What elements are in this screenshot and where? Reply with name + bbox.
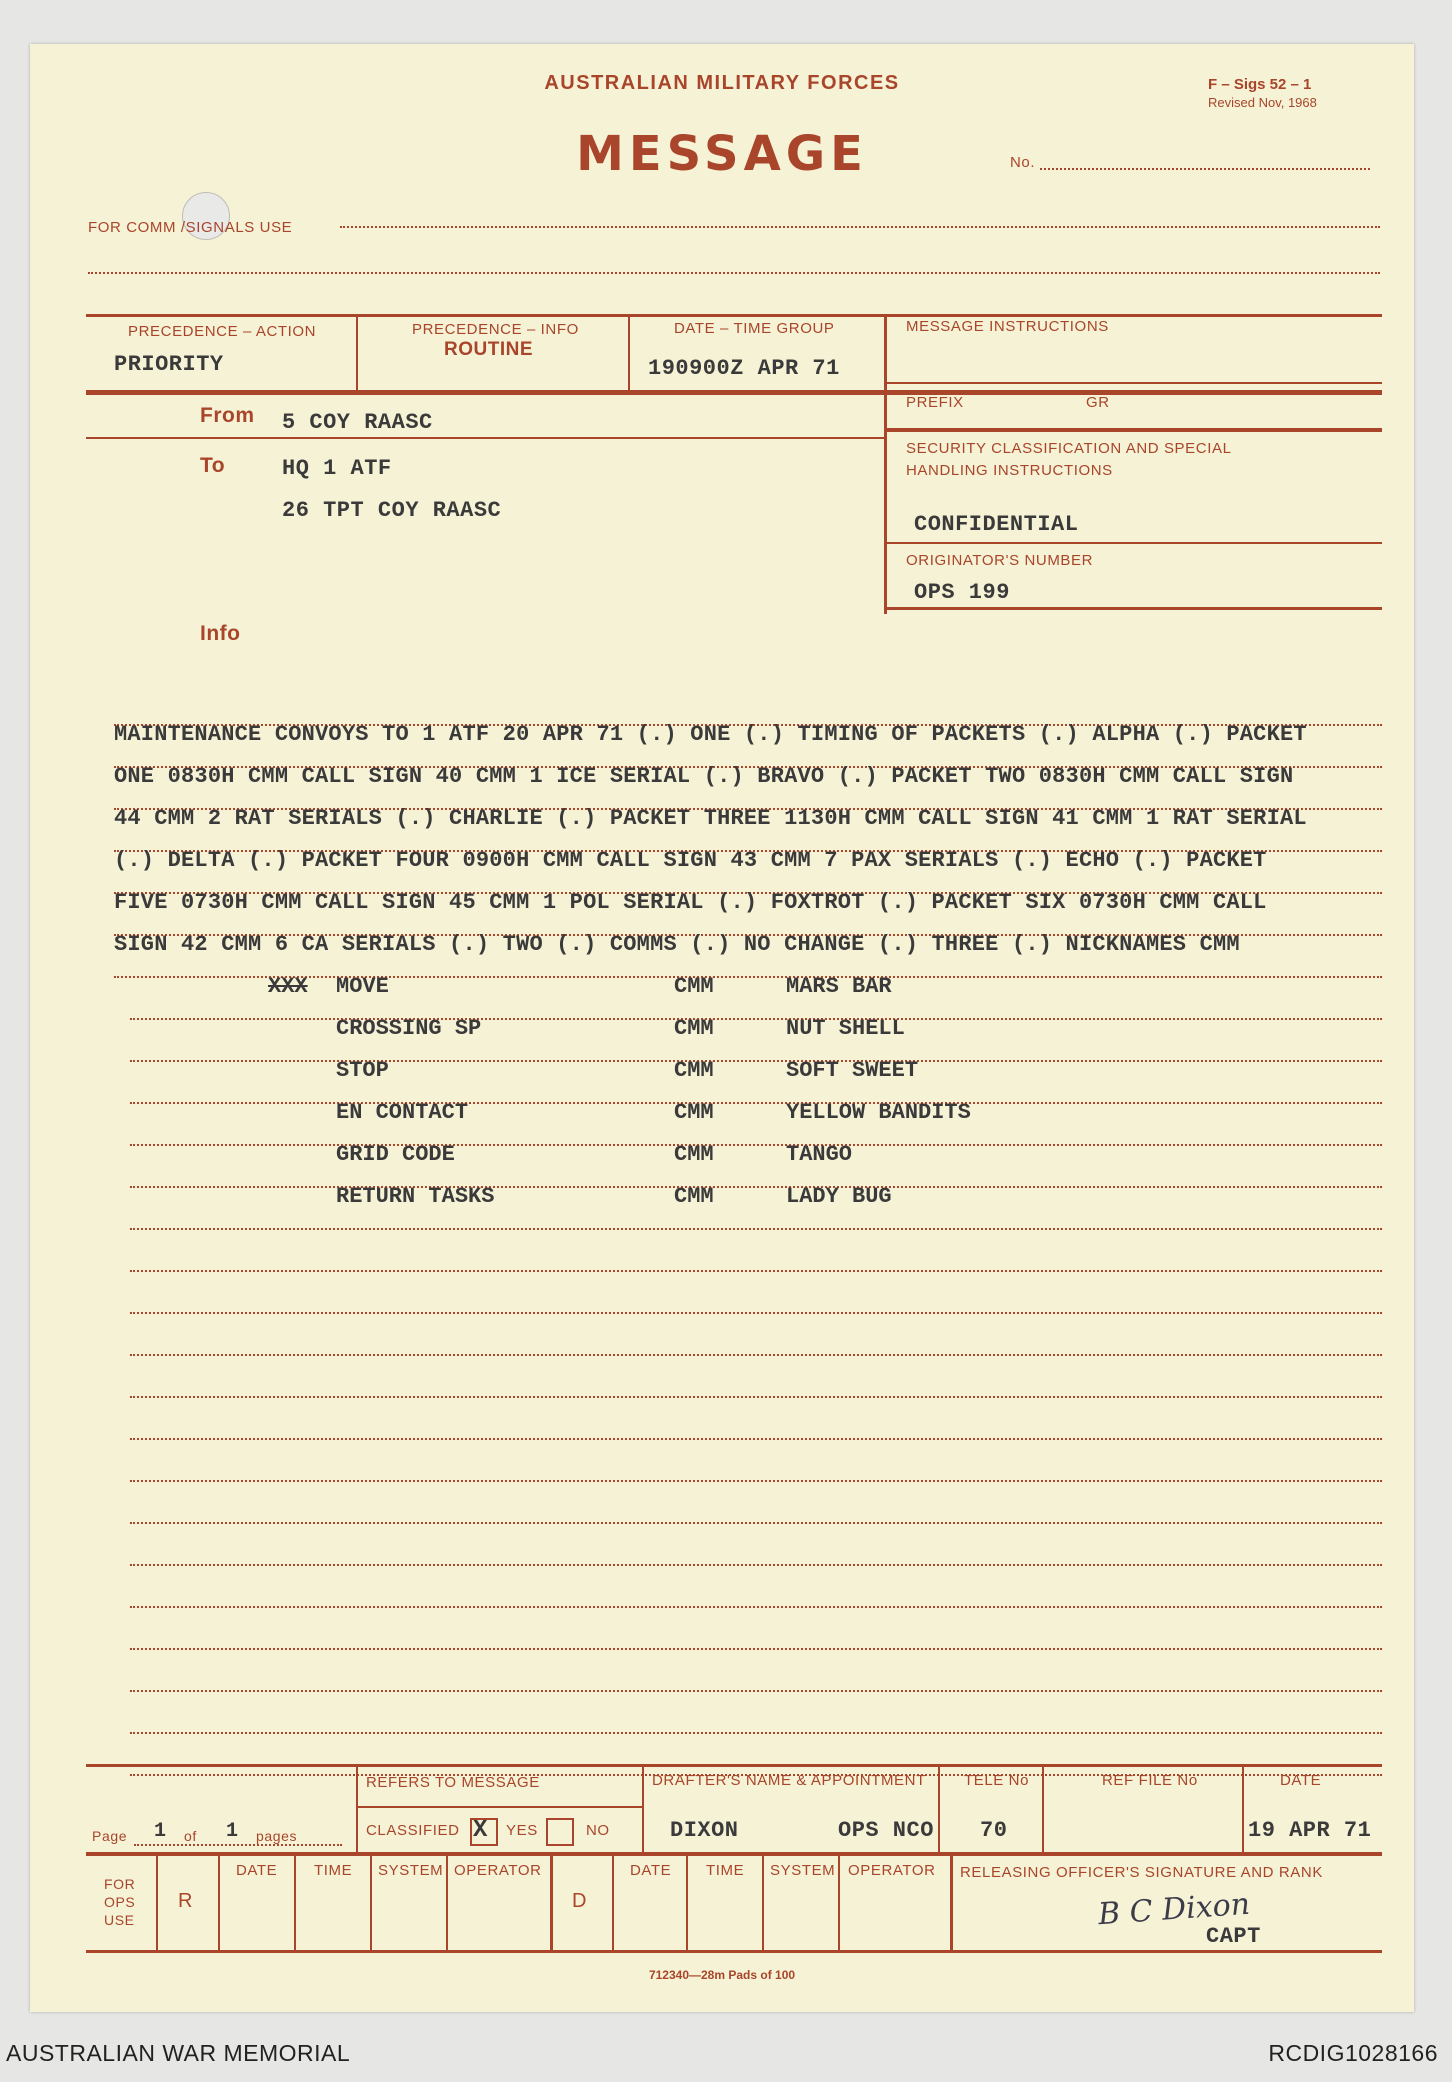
ruled-line [130, 1606, 1382, 1608]
nickname-separator: CMM [674, 1184, 714, 1209]
dtg-value: 190900Z APR 71 [648, 356, 840, 381]
dtg-label: DATE – TIME GROUP [674, 320, 835, 337]
page-number: 1 [154, 1820, 167, 1843]
grid-line [1242, 1766, 1244, 1854]
precedence-info-value: ROUTINE [444, 339, 533, 360]
grid-line [294, 1854, 296, 1952]
nickname-value: SOFT SWEET [786, 1058, 919, 1083]
ruled-line [130, 1732, 1382, 1734]
ruled-line [130, 1396, 1382, 1398]
drafter-label: DRAFTER'S NAME & APPOINTMENT [652, 1772, 926, 1789]
ruled-line [130, 1480, 1382, 1482]
print-code-text: 712340—28m Pads of 100 [648, 1968, 796, 1982]
d-label: D [572, 1890, 588, 1912]
form-header [30, 72, 1414, 95]
comm-line-2 [88, 272, 1380, 274]
grid-line [86, 437, 886, 439]
drafter-name: DIXON [670, 1818, 739, 1843]
grid-line [86, 1852, 1382, 1856]
grid-line [86, 314, 1382, 317]
print-code [30, 1968, 1414, 1982]
message-body-line: SIGN 42 CMM 6 CA SERIALS (.) TWO (.) COMMS (.) NO CHANGE (.) THREE (.) NICKNAMES CMM [114, 932, 1240, 957]
message-no-label: No. [1010, 154, 1036, 171]
nickname-separator: CMM [674, 1142, 714, 1167]
nickname-term: CROSSING SP [336, 1016, 482, 1041]
col-system-label: SYSTEM [378, 1862, 444, 1879]
nickname-value: LADY BUG [786, 1184, 892, 1209]
ruled-line [130, 1228, 1382, 1230]
message-body-line: (.) DELTA (.) PACKET FOUR 0900H CMM CALL SIGN 43 CMM 7 PAX SERIALS (.) ECHO (.) PACKET [114, 848, 1267, 873]
form-revised: Revised Nov, 1968 [1208, 95, 1317, 110]
grid-line [612, 1854, 614, 1952]
col-operator-label: OPERATOR [454, 1862, 542, 1879]
grid-line [1042, 1766, 1044, 1854]
grid-line [642, 1766, 644, 1854]
form-title [30, 126, 1414, 182]
message-body-line: FIVE 0730H CMM CALL SIGN 45 CMM 1 POL SERIAL (.) FOXTROT (.) PACKET SIX 0730H CMM CALL [114, 890, 1267, 915]
message-no-field [1040, 168, 1370, 170]
grid-line [686, 1854, 688, 1952]
nickname-value: MARS BAR [786, 974, 892, 999]
ruled-line [130, 1354, 1382, 1356]
nickname-separator: CMM [674, 1058, 714, 1083]
message-instructions-label: MESSAGE INSTRUCTIONS [906, 318, 1109, 335]
footer-left: AUSTRALIAN WAR MEMORIAL [6, 2040, 351, 2066]
tele-value: 70 [980, 1818, 1008, 1843]
to-line-1: HQ 1 ATF [282, 456, 392, 481]
message-body-line: ONE 0830H CMM CALL SIGN 40 CMM 1 ICE SERIAL (.) BRAVO (.) PACKET TWO 0830H CMM CALL SIGN [114, 764, 1294, 789]
originator-label: ORIGINATOR'S NUMBER [906, 552, 1094, 569]
precedence-action-value: PRIORITY [114, 352, 224, 377]
col-operator-label: OPERATOR [848, 1862, 936, 1879]
ruled-line [130, 1438, 1382, 1440]
ref-file-label: REF FILE No [1102, 1772, 1198, 1789]
col-date-label: DATE [630, 1862, 672, 1879]
grid-line [156, 1854, 158, 1952]
message-form-sheet [30, 44, 1414, 2012]
ruled-line [130, 1690, 1382, 1692]
grid-line [550, 1854, 553, 1952]
classified-yes-mark: X [473, 1817, 488, 1844]
precedence-info-label: PRECEDENCE – INFO [412, 321, 579, 338]
from-value: 5 COY RAASC [282, 410, 433, 435]
nickname-term: STOP [336, 1058, 389, 1083]
page-fill-line [134, 1844, 342, 1846]
ruled-line [130, 1270, 1382, 1272]
grid-line [370, 1854, 372, 1952]
pages-label: pages [256, 1828, 298, 1844]
nickname-term: MOVE [336, 974, 389, 999]
ruled-line [130, 1144, 1382, 1146]
security-value: CONFIDENTIAL [914, 512, 1079, 537]
precedence-action-label: PRECEDENCE – ACTION [128, 323, 317, 340]
grid-line [86, 390, 1382, 395]
security-label-line-1: SECURITY CLASSIFICATION AND SPECIAL [906, 440, 1232, 457]
struck-out-text: XXX [268, 974, 308, 999]
grid-line [446, 1854, 448, 1952]
prefix-label: PREFIX [906, 394, 964, 411]
comm-line-1 [340, 226, 1380, 228]
ops-use-label-1: FOR [104, 1876, 136, 1892]
security-label-line-2: HANDLING INSTRUCTIONS [906, 462, 1113, 479]
ruled-line [130, 1312, 1382, 1314]
ruled-line [130, 1186, 1382, 1188]
date-value: 19 APR 71 [1248, 1818, 1372, 1843]
grid-line [884, 314, 887, 614]
form-title-text: MESSAGE [576, 126, 868, 182]
grid-line [884, 428, 1382, 432]
ops-use-label-3: USE [104, 1912, 135, 1928]
message-body-line: MAINTENANCE CONVOYS TO 1 ATF 20 APR 71 (.) ONE (.) TIMING OF PACKETS (.) ALPHA (.) PACKET [114, 722, 1307, 747]
form-header-text: AUSTRALIAN MILITARY FORCES [544, 72, 900, 94]
nickname-value: NUT SHELL [786, 1016, 905, 1041]
nickname-separator: CMM [674, 1100, 714, 1125]
releasing-officer-label: RELEASING OFFICER'S SIGNATURE AND RANK [960, 1864, 1323, 1881]
grid-line [884, 382, 1382, 384]
grid-line [86, 1950, 1382, 1953]
form-code: F – Sigs 52 – 1 [1208, 76, 1312, 93]
col-date-label: DATE [236, 1862, 278, 1879]
col-time-label: TIME [706, 1862, 745, 1879]
grid-line [762, 1854, 764, 1952]
ruled-line [130, 1564, 1382, 1566]
col-system-label: SYSTEM [770, 1862, 836, 1879]
r-label: R [178, 1890, 194, 1912]
grid-line [628, 314, 630, 392]
footer-right: RCDIG1028166 [1268, 2040, 1438, 2066]
officer-signature: B C Dixon [1096, 1886, 1252, 1933]
officer-rank: CAPT [1206, 1924, 1261, 1949]
to-line-2: 26 TPT COY RAASC [282, 498, 502, 523]
tele-label: TELE No [964, 1772, 1030, 1789]
nickname-term: RETURN TASKS [336, 1184, 495, 1209]
nickname-value: YELLOW BANDITS [786, 1100, 971, 1125]
ruled-line [130, 1648, 1382, 1650]
total-pages: 1 [226, 1820, 239, 1843]
gr-label: GR [1086, 394, 1110, 411]
ops-use-label-2: OPS [104, 1894, 136, 1910]
grid-line [838, 1854, 840, 1952]
message-body-line: 44 CMM 2 RAT SERIALS (.) CHARLIE (.) PACKET THREE 1130H CMM CALL SIGN 41 CMM 1 RAT SERIAL [114, 806, 1307, 831]
ruled-line [130, 1018, 1382, 1020]
ruled-line [130, 1102, 1382, 1104]
nickname-term: GRID CODE [336, 1142, 455, 1167]
classified-label: CLASSIFIED [366, 1822, 460, 1839]
grid-line [356, 1766, 358, 1854]
comm-signals-label: FOR COMM /SIGNALS USE [88, 219, 293, 236]
to-label: To [200, 454, 226, 477]
col-time-label: TIME [314, 1862, 353, 1879]
grid-line [884, 607, 1382, 610]
grid-line [950, 1854, 953, 1952]
originator-value: OPS 199 [914, 580, 1010, 605]
classified-no-checkbox [546, 1818, 574, 1846]
nickname-separator: CMM [674, 974, 714, 999]
no-label: NO [586, 1822, 610, 1839]
grid-line [938, 1766, 940, 1854]
grid-line [356, 314, 358, 392]
drafter-appointment: OPS NCO [838, 1818, 934, 1843]
nickname-value: TANGO [786, 1142, 853, 1167]
ruled-line [130, 1060, 1382, 1062]
info-label: Info [200, 622, 241, 645]
nickname-term: EN CONTACT [336, 1100, 469, 1125]
yes-label: YES [506, 1822, 538, 1839]
ruled-line [130, 1522, 1382, 1524]
of-label: of [184, 1828, 197, 1844]
nickname-separator: CMM [674, 1016, 714, 1041]
page-label: Page [92, 1828, 128, 1844]
from-label: From [200, 404, 255, 427]
grid-line [86, 1764, 1382, 1767]
refers-to-message-label: REFERS TO MESSAGE [366, 1774, 540, 1791]
grid-line [218, 1854, 220, 1952]
grid-line [356, 1806, 642, 1808]
date-label: DATE [1280, 1772, 1322, 1789]
grid-line [884, 542, 1382, 544]
